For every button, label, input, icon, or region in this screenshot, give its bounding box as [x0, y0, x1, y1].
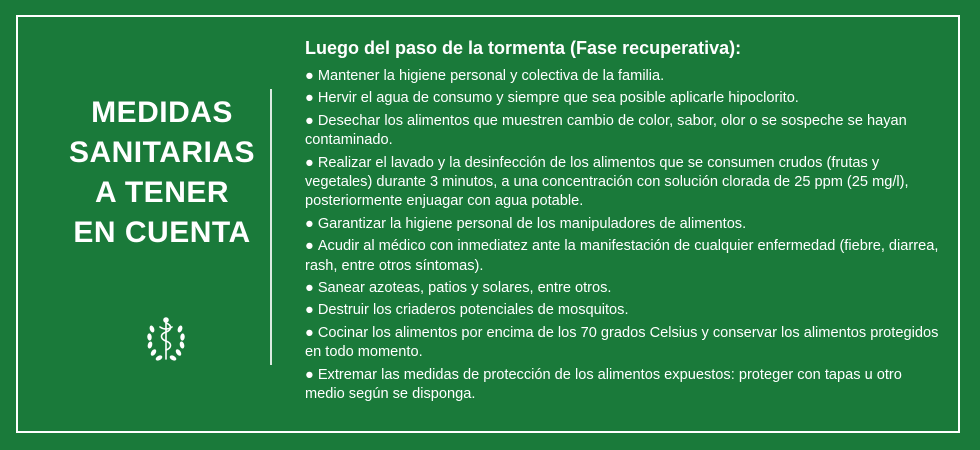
bullet-icon: ● — [305, 302, 314, 319]
list-item-text: Acudir al médico con inmediatez ante la manifestación de cualquier enfermedad (fiebre, diarrea, rash, entre otros síntomas). — [305, 238, 939, 274]
bullet-icon: ● — [305, 324, 314, 341]
list-item-text: Destruir los criaderos potenciales de mosquitos. — [317, 302, 629, 319]
list-item — [305, 237, 941, 276]
measures-list — [305, 67, 941, 405]
list-item — [305, 154, 941, 212]
list-item-text: Garantizar la higiene personal de los manipuladores de alimentos. — [317, 215, 747, 232]
right-panel — [305, 37, 941, 408]
poster-frame — [16, 15, 960, 433]
bullet-icon: ● — [305, 238, 314, 255]
bullet-icon: ● — [305, 215, 314, 232]
list-item — [305, 301, 941, 320]
list-item-text: Extremar las medidas de protección de los alimentos expuestos: proteger con tapas u otro medio según se disponga. — [305, 366, 902, 403]
list-item-text: Realizar el lavado y la desinfección de los alimentos que se consumen crudos (frutas y vegetales) durante 3 minutos, a una concentración con solución clorada de 25 ppm (25 mg/l), posteriormente enjuagar con agua potable. — [305, 154, 909, 210]
caduceus-wreath-icon — [144, 315, 188, 365]
list-item-text: Sanear azoteas, patios y solares, entre otros. — [317, 280, 612, 297]
list-item-text: Mantener la higiene personal y colectiva de la familia. — [317, 68, 665, 84]
list-item — [305, 279, 941, 298]
list-item — [305, 324, 941, 363]
bullet-icon: ● — [305, 112, 314, 129]
poster-title: MEDIDAS SANITARIAS A TENER EN CUENTA — [68, 96, 256, 249]
list-item-text: Desechar los alimentos que muestren cambio de color, sabor, olor o se sospeche se hayan contaminado. — [305, 112, 907, 149]
list-item — [305, 112, 941, 151]
left-panel — [36, 17, 288, 431]
bullet-icon: ● — [305, 90, 314, 107]
bullet-icon: ● — [305, 366, 314, 383]
bullet-icon: ● — [305, 68, 314, 84]
bullet-icon: ● — [305, 154, 314, 171]
list-item — [305, 366, 941, 405]
list-item — [305, 67, 941, 86]
bullet-icon: ● — [305, 280, 314, 297]
section-heading: Luego del paso de la tormenta (Fase recuperativa): — [305, 38, 742, 58]
list-item — [305, 215, 941, 234]
vertical-divider — [270, 89, 272, 365]
list-item-text: Cocinar los alimentos por encima de los 70 grados Celsius y conservar los alimentos protegidos en todo momento. — [305, 324, 939, 361]
list-item — [305, 89, 941, 108]
list-item-text: Hervir el agua de consumo y siempre que sea posible aplicarle hipoclorito. — [317, 90, 799, 107]
